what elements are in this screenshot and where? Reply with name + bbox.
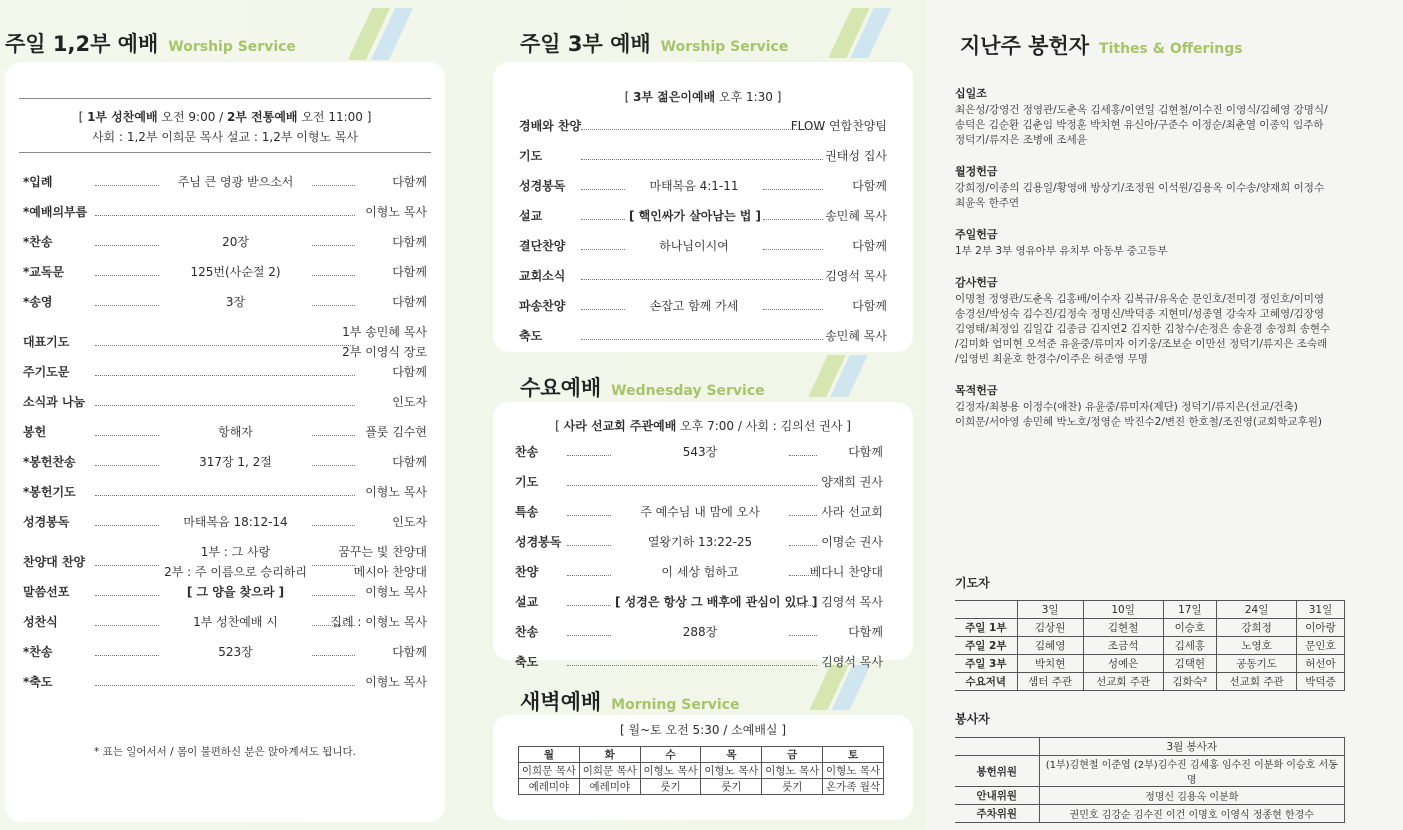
table-cell: 선교회 주관: [1083, 673, 1163, 691]
dotted-leader: [567, 635, 611, 636]
service-row: [515, 472, 883, 492]
dotted-leader: [763, 249, 823, 250]
morning-leader-cell: 이형노 목사: [640, 763, 701, 779]
table-cell: 이아랑: [1297, 619, 1345, 637]
dotted-leader: [763, 219, 823, 220]
row-label: *봉헌기도: [23, 485, 76, 499]
morning-day-cell: 수: [640, 747, 701, 763]
table-cell: 문인호: [1297, 637, 1345, 655]
service-row: [519, 146, 887, 166]
column-header: 31일: [1297, 601, 1345, 619]
column-header: 10일: [1083, 601, 1163, 619]
service-row: [23, 392, 427, 412]
table-row: [955, 637, 1345, 655]
service-row: [515, 652, 883, 672]
order-of-service: [519, 116, 887, 343]
service-row: [23, 672, 427, 692]
row-person: 집례 : 이형노 목사: [330, 615, 427, 629]
service-row: [519, 236, 887, 256]
row-label: 주기도문: [23, 365, 70, 379]
table-cell: 권민호 김강순 김수진 이건 이명호 이영식 정종현 한경수: [1039, 805, 1345, 823]
row-item: 3장: [225, 295, 246, 309]
row-person: 다함께: [392, 235, 427, 249]
offering-names: 김영태/최정임 김일갑 김종금 김지연2 김지한 김창수/손정은 송윤경 송정희 송현수: [955, 323, 1331, 335]
row-label: *봉헌찬송: [23, 455, 76, 469]
table-cell: 공동기도: [1217, 655, 1297, 673]
service-row: [519, 176, 887, 196]
row-header: 안내위원: [955, 787, 1039, 805]
row-person: 이형노 목사: [365, 205, 427, 219]
row-person: 이형노 목사: [365, 585, 427, 599]
row-person: 권태성 집사: [825, 149, 887, 163]
row-person: 다함께: [392, 365, 427, 379]
service-row: [23, 642, 427, 662]
table-cell: 김상원: [1017, 619, 1083, 637]
morning-leader-cell: 이희문 목사: [519, 763, 580, 779]
morning-book-cell: 룻기: [640, 779, 701, 795]
service-row: [23, 232, 427, 252]
row-item: 1부 : 그 사랑: [200, 545, 271, 559]
offering-group-title: 감사헌금: [955, 276, 998, 289]
row-label: 파송찬양: [519, 299, 566, 313]
row-person: 인도자: [392, 515, 427, 529]
dotted-leader: [95, 595, 159, 596]
service-row: [519, 266, 887, 286]
row-person: 김영석 목사: [821, 655, 883, 669]
row-item: 523장: [218, 645, 253, 659]
row-item: 마태복음 18:12-14: [183, 515, 288, 529]
row-label: 기도: [519, 149, 543, 163]
table-corner: [955, 601, 1017, 619]
row-person: 다함께: [392, 265, 427, 279]
row-item: 손잡고 함께 가세: [649, 299, 739, 313]
row-item: [ 핵인싸가 살아남는 법 ]: [629, 209, 762, 223]
service-row: [23, 512, 427, 532]
dotted-leader: [312, 655, 355, 656]
morning-day-cell: 화: [579, 747, 640, 763]
table-header-row: [955, 601, 1345, 619]
sunday12-card: [5, 62, 445, 822]
dotted-leader: [95, 685, 355, 686]
section-title-sunday12: 주일 1,2부 예배 Worship Service: [5, 32, 296, 56]
dotted-leader: [95, 215, 355, 216]
dotted-leader: [312, 465, 355, 466]
morning-book-cell: 룻기: [762, 779, 823, 795]
dotted-leader: [567, 545, 611, 546]
offering-names: 정덕기/류지은 조병애 조세윤: [955, 134, 1087, 146]
table-cell: 김세홍: [1163, 637, 1217, 655]
row-person: 다함께: [848, 445, 883, 459]
row-item: 2부 : 주 이름으로 승리하리: [164, 565, 307, 579]
sunday3-card: [493, 62, 913, 352]
dotted-leader: [312, 565, 355, 566]
offering-names: 이명철 정영관/도춘옥 김홍배/이수자 김복규/유옥순 문인호/전미경 정인호/이미영: [955, 293, 1325, 305]
row-person: 플룻 김수현: [365, 425, 427, 439]
row-label: 기도: [515, 475, 539, 489]
dotted-leader: [567, 605, 611, 606]
service-time: [ 사라 선교회 주관예배 오후 7:00 / 사회 : 김의선 권사 ]: [555, 419, 851, 433]
service-row: [515, 622, 883, 642]
row-label: 소식과 나눔: [23, 395, 86, 409]
service-row: [23, 262, 427, 282]
row-label: 대표기도: [23, 335, 70, 349]
divider: [19, 152, 431, 153]
row-person: 다함께: [392, 175, 427, 189]
offering-group-title: 목적헌금: [955, 384, 998, 397]
section-title-sunday3: 주일 3부 예배 Worship Service: [520, 32, 789, 56]
row-label: 축도: [519, 329, 543, 343]
row-label: 설교: [515, 595, 539, 609]
service-row: [23, 612, 427, 632]
row-person: 김영석 목사: [825, 269, 887, 283]
row-person: 다함께: [852, 239, 887, 253]
dotted-leader: [95, 435, 159, 436]
column-header: 3월 봉사자: [1039, 738, 1345, 756]
dotted-leader: [312, 525, 355, 526]
footnote: * 표는 일어서서 / 몸이 불편하신 분은 앉아계셔도 됩니다.: [94, 746, 356, 758]
service-row: [23, 482, 427, 502]
divider: [19, 98, 431, 99]
table-row: [955, 787, 1345, 805]
dotted-leader: [789, 605, 817, 606]
dotted-leader: [567, 455, 611, 456]
row-person: 송민혜 목사: [825, 209, 887, 223]
row-person: 다함께: [848, 625, 883, 639]
row-item: 주 예수님 내 맘에 오사: [640, 505, 760, 519]
dotted-leader: [789, 545, 817, 546]
offering-names: 송경선/박성숙 김수진/김정숙 정명신/박덕종 지현미/성종열 강숙자 고혜영/김장영: [955, 308, 1325, 320]
table-row: [955, 619, 1345, 637]
service-row: [515, 562, 883, 582]
row-label: 말씀선포: [23, 585, 70, 599]
row-label: 성경봉독: [23, 515, 70, 529]
dotted-leader: [789, 635, 817, 636]
row-label: 성경봉독: [519, 179, 566, 193]
service-time: [ 3부 젊은이예배 오후 1:30 ]: [624, 90, 782, 104]
row-label: 찬양: [515, 565, 539, 579]
dotted-leader: [567, 515, 611, 516]
table-cell: 박덕증: [1297, 673, 1345, 691]
dotted-leader: [95, 375, 355, 376]
row-item: [ 그 양을 찾으라 ]: [186, 585, 285, 599]
row-label: *송영: [23, 295, 53, 309]
table-cell: 노영호: [1217, 637, 1297, 655]
row-person: 이형노 목사: [365, 485, 427, 499]
row-label: *찬송: [23, 235, 53, 249]
dotted-leader: [95, 345, 355, 346]
dotted-leader: [567, 485, 817, 486]
row-label: 설교: [519, 209, 543, 223]
row-person: FLOW 연합찬양팀: [790, 119, 887, 133]
prayer-title: 기도자: [955, 576, 990, 590]
service-row: [23, 582, 427, 602]
offering-group-title: 주일헌금: [955, 228, 998, 241]
dotted-leader: [95, 565, 159, 566]
morning-book-cell: 온가족 월삭: [823, 779, 884, 795]
order-of-service: [515, 442, 883, 669]
table-cell: 김화숙²: [1163, 673, 1217, 691]
dotted-leader: [95, 625, 159, 626]
morning-table: [518, 746, 884, 795]
row-item: 항해자: [218, 425, 253, 439]
offering-names: 이희문/서아영 송민혜 박노호/정영순 박진수2/변진 한호철/조진영(교회학교후원): [955, 416, 1322, 428]
dotted-leader: [581, 189, 625, 190]
service-row: [515, 502, 883, 522]
row-header: 주일 1부: [955, 619, 1017, 637]
order-of-service: [23, 172, 427, 742]
table-cell: 김현철: [1083, 619, 1163, 637]
service-row: [519, 116, 887, 136]
row-person: 인도자: [392, 395, 427, 409]
row-person: 1부 송민혜 목사: [342, 325, 427, 339]
dotted-leader: [95, 245, 159, 246]
row-item: 20장: [222, 235, 249, 249]
row-label: 특송: [515, 505, 539, 519]
row-label: 결단찬양: [519, 239, 566, 253]
table-header-row: [955, 738, 1345, 756]
row-item: 317장 1, 2절: [199, 455, 272, 469]
service-row: [23, 202, 427, 222]
row-header: 주일 2부: [955, 637, 1017, 655]
column-header: 3일: [1017, 601, 1083, 619]
service-row: [23, 362, 427, 382]
service-row: [515, 442, 883, 462]
dotted-leader: [763, 309, 823, 310]
morning-book-cell: 룻기: [701, 779, 762, 795]
dotted-leader: [581, 219, 625, 220]
offering-names: 최은성/강영건 정영관/도춘옥 김세홍/이연일 김현철/이수진 이영식/김혜영 강명식/: [955, 104, 1328, 116]
dotted-leader: [581, 279, 823, 280]
dotted-leader: [581, 249, 625, 250]
row-item: 288장: [682, 625, 718, 639]
table-row: [955, 673, 1345, 691]
dotted-leader: [312, 245, 355, 246]
column-header: 24일: [1217, 601, 1297, 619]
service-row: [23, 452, 427, 472]
dotted-leader: [95, 465, 159, 466]
row-item: 1부 성찬예배 시: [193, 615, 278, 629]
row-label: 경배와 찬양: [519, 119, 582, 133]
row-person: 송민혜 목사: [825, 329, 887, 343]
morning-day-cell: 금: [762, 747, 823, 763]
row-label: *축도: [23, 675, 53, 689]
table-cell: 김혜영: [1017, 637, 1083, 655]
dotted-leader: [95, 405, 355, 406]
section-title-morning: 새벽예배 Morning Service: [520, 690, 740, 714]
service-times: [ 1부 성찬예배 오전 9:00 / 2부 전통예배 오전 11:00 ]: [78, 110, 372, 124]
morning-leader-cell: 이형노 목사: [823, 763, 884, 779]
dotted-leader: [789, 455, 817, 456]
row-person: 다함께: [852, 299, 887, 313]
dotted-leader: [581, 339, 823, 340]
dotted-leader: [95, 655, 159, 656]
dotted-leader: [312, 305, 355, 306]
morning-card: [493, 715, 913, 820]
table-cell: 조금석: [1083, 637, 1163, 655]
row-label: *예배의부름: [23, 205, 88, 219]
morning-leader-cell: 이희문 목사: [579, 763, 640, 779]
servants-title: 봉사자: [955, 712, 990, 726]
table-cell: 이승호: [1163, 619, 1217, 637]
row-label: 찬송: [515, 625, 539, 639]
row-item: 543장: [682, 445, 718, 459]
morning-book-cell: 예레미야: [579, 779, 640, 795]
table-row: [519, 779, 884, 795]
morning-book-cell: 예레미야: [519, 779, 580, 795]
wednesday-card: [493, 402, 913, 669]
table-row: [955, 805, 1345, 823]
offering-group-title: 월정헌금: [955, 165, 998, 178]
dotted-leader: [312, 595, 355, 596]
table-row: [519, 747, 884, 763]
service-row: [23, 172, 427, 192]
section-title-wednesday: 수요예배 Wednesday Service: [520, 376, 765, 400]
dotted-leader: [95, 275, 159, 276]
row-item: 열왕기하 13:22-25: [647, 535, 753, 549]
table-row: [955, 655, 1345, 673]
morning-leader-cell: 이형노 목사: [762, 763, 823, 779]
dotted-leader: [567, 575, 611, 576]
dotted-leader: [312, 185, 355, 186]
row-label: 성찬식: [23, 615, 58, 629]
row-person: 김영석 목사: [821, 595, 883, 609]
table-cell: 김택헌: [1163, 655, 1217, 673]
row-person: 이형노 목사: [365, 675, 427, 689]
row-person: 사라 선교회: [821, 505, 883, 519]
offering-names: 강희정/이종의 김용일/황영애 방상기/조정원 이석원/김용옥 이수송/양재희 이정수: [955, 182, 1325, 194]
row-label: 찬송: [515, 445, 539, 459]
dotted-leader: [95, 305, 159, 306]
table-cell: 성예은: [1083, 655, 1163, 673]
service-time: [ 월~토 오전 5:30 / 소예배실 ]: [619, 723, 787, 737]
row-item: 125번(사순절 2): [190, 265, 281, 279]
row-item: 이 세상 험하고: [661, 565, 739, 579]
row-label: 성경봉독: [515, 535, 562, 549]
dotted-leader: [312, 275, 355, 276]
table-corner: [955, 738, 1039, 756]
row-item: 마태복음 4:1-11: [649, 179, 739, 193]
dotted-leader: [581, 159, 823, 160]
row-person: 양재희 권사: [821, 475, 883, 489]
row-label: 교회소식: [519, 269, 566, 283]
table-cell: 선교회 주관: [1217, 673, 1297, 691]
offering-names: 1부 2부 3부 영유아부 유치부 아동부 중고등부: [955, 245, 1168, 257]
service-row: [519, 326, 887, 346]
dotted-leader: [95, 495, 355, 496]
service-row: [519, 296, 887, 316]
table-cell: 박치현: [1017, 655, 1083, 673]
row-person: 다함께: [392, 455, 427, 469]
section-title-offerings: 지난주 봉헌자 Tithes & Offerings: [960, 34, 1243, 58]
row-header: 수요저녁: [955, 673, 1017, 691]
row-person: 메시아 찬양대: [353, 565, 427, 579]
row-label: *찬송: [23, 645, 53, 659]
servants-table: [955, 737, 1345, 823]
row-person: 이명순 권사: [821, 535, 883, 549]
row-header: 주일 3부: [955, 655, 1017, 673]
dotted-leader: [789, 515, 817, 516]
service-row: [23, 422, 427, 442]
column-header: 17일: [1163, 601, 1217, 619]
offering-names: 최윤옥 한주연: [955, 197, 1020, 209]
dotted-leader: [312, 435, 355, 436]
row-label: *교독문: [23, 265, 65, 279]
offering-names: /김미화 엄미현 오석준 유윤중/류미자 이기웅/조보순 이만선 정덕기/류지은 조숙래: [955, 338, 1328, 350]
table-row: [519, 763, 884, 779]
table-cell: 허선아: [1297, 655, 1345, 673]
table-cell: (1부)김현철 이준엽 (2부)김수진 김세홍 임수진 이분화 이승호 서동명: [1039, 756, 1345, 787]
offering-names: /임영빈 최윤호 한경수/이주은 허준영 무명: [955, 353, 1148, 365]
table-cell: 샘터 주관: [1017, 673, 1083, 691]
offering-group-title: 십일조: [955, 87, 987, 100]
row-label: 찬양대 찬양: [23, 555, 86, 569]
morning-day-cell: 토: [823, 747, 884, 763]
dotted-leader: [581, 129, 823, 130]
table-cell: 정명신 김용옥 이분화: [1039, 787, 1345, 805]
row-item: 하나님이시여: [659, 239, 729, 253]
row-person: 베다니 찬양대: [809, 565, 883, 579]
row-label: 축도: [515, 655, 539, 669]
row-person: 다함께: [852, 179, 887, 193]
service-row: [515, 592, 883, 612]
row-item: [ 성경은 항상 그 배후에 관심이 있다 ]: [615, 595, 818, 609]
row-person: 다함께: [392, 295, 427, 309]
row-person: 꿈꾸는 빛 찬양대: [338, 545, 427, 559]
row-person: 2부 이영식 장로: [342, 345, 427, 359]
table-cell: 강희정: [1217, 619, 1297, 637]
row-header: 봉헌위원: [955, 756, 1039, 787]
dotted-leader: [95, 525, 159, 526]
service-row: [515, 532, 883, 552]
offering-names: 김정자/최봉용 이정수(애찬) 유윤중/류미자(제단) 정덕기/류지은(선교/건축): [955, 401, 1298, 413]
offering-names: 송덕은 김순환 김춘임 박정훈 박치현 유신아/구준수 이정순/최춘열 이종익 임주하: [955, 119, 1324, 131]
dotted-leader: [567, 665, 817, 666]
row-label: 봉헌: [23, 425, 47, 439]
dotted-leader: [581, 309, 625, 310]
morning-leader-cell: 이형노 목사: [701, 763, 762, 779]
morning-day-cell: 월: [519, 747, 580, 763]
row-person: 다함께: [392, 645, 427, 659]
dotted-leader: [95, 185, 159, 186]
row-label: *입례: [23, 175, 53, 189]
row-item: 주님 큰 영광 받으소서: [177, 175, 294, 189]
morning-day-cell: 목: [701, 747, 762, 763]
service-row: [23, 542, 427, 582]
officiants: 사회 : 1,2부 이희문 목사 설교 : 1,2부 이형노 목사: [91, 130, 359, 144]
table-row: [955, 756, 1345, 787]
dotted-leader: [763, 189, 823, 190]
service-row: [23, 292, 427, 312]
service-row: [23, 322, 427, 362]
row-header: 주차위원: [955, 805, 1039, 823]
prayer-table: [955, 600, 1345, 691]
service-row: [519, 206, 887, 226]
